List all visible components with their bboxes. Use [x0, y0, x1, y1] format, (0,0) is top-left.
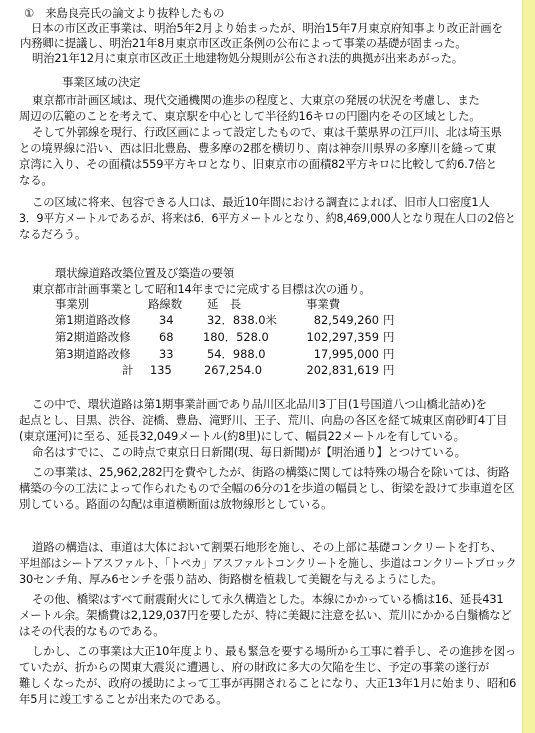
paragraph-line: 平坦部はシートアスファルト、「トペカ」アスファルトコンクリートを施し、歩道はコンクリートブロック	[19, 556, 517, 570]
paragraph-line: 周辺の広範のことを考えて、東京駅を中心として半径約16キロの円圏内をその区域とした。	[19, 109, 481, 123]
paragraph-line: 難しくなったが、政府の援助によって工事が再開されることになり、大正13年1月に始まり、昭和6	[19, 676, 517, 690]
paragraph-line: そして外郭線を現行、行政区画によって設定したもので、東は千葉県界の江戸川、北は埼玉県	[32, 125, 502, 139]
intro-line: 内務卿に提議し、明治21年8月東京市区改正条例の公布によって事業の基礎が固まった。	[20, 36, 467, 50]
paragraph-line: ていたが、折からの関東大震災に遭遇し、府の財政に多大の欠陥を生じ、予定の事業の遂行が	[19, 660, 490, 674]
paragraph-line: この中で、環状道路は第1期事業計画であり品川区北品川3丁目(1号国道八つ山橋北詰め)を	[32, 397, 487, 411]
table-header: 事業別	[55, 297, 90, 311]
row-cost: 102,297,359	[306, 330, 379, 344]
paragraph-line: 別している。路面の勾配は車道横断面は放物線形としている。	[19, 497, 333, 511]
paragraph-line: 30センチ角、厚み6センチを張り詰め、街路樹を植栽して美観を与えるようにした。	[19, 572, 443, 586]
row-name: 第2期道路改修	[55, 330, 131, 344]
section-heading: 環状線道路改築位置及び築造の要領	[55, 266, 235, 280]
row-name: 第1期道路改修	[55, 313, 131, 327]
paragraph-line: この事業は、25,962,282円を費やしたが、街路の構築に関しては特殊の場合を除いては、街路	[32, 465, 510, 479]
table-header: 路線数	[148, 297, 183, 311]
row-count: 135	[150, 363, 172, 377]
row-length: 32．838.0米	[207, 313, 277, 327]
row-count: 33	[159, 347, 174, 361]
row-cost: 17,995,000	[313, 347, 379, 361]
table-header: 事業費	[306, 297, 341, 311]
paragraph-line: 京湾に入り、その面積は559平方キロとなり、旧東京市の面積82平方キロに比較して約6.7倍と	[19, 157, 497, 171]
paragraph-line: 年5月に竣工することが出来たのである。	[19, 692, 228, 706]
page-edge-line	[522, 0, 523, 733]
row-unit: 円	[383, 313, 395, 327]
paragraph-line: しかし、この事業は大正10年度より、最も緊急を要する場所から工事に着手し、その進捗を図っ	[32, 644, 517, 658]
paragraph-line: 起点とし、目黒、渋谷、淀橋、豊島、滝野川、王子、荒川、向島の各区を経て城東区南砂町4丁目	[19, 413, 508, 427]
row-unit: 円	[383, 330, 395, 344]
row-count: 68	[159, 330, 174, 344]
paragraph-line: 構築の今の工法によって作られたもので全幅の6分の1を歩道の幅員とし、街梁を設けて歩車道を区	[19, 481, 515, 495]
intro-line: 明治21年12月に東京市区改正土地建物処分規則が公布され法的典拠が出来あがった。	[32, 51, 464, 65]
paragraph-line: その他、橋梁はすべて耐震耐火にして永久構造とした。本線にかかっている橋は16、延長431	[32, 592, 504, 606]
row-count: 34	[159, 313, 174, 327]
intro-line: 日本の市区改正事業は、明治5年2月より始まったが、明治15年7月東京府知事より改正計画を	[31, 21, 503, 35]
paragraph-line: (東京運河)に至る、延長32,049メートル(約8里)にして、幅員22メートルを有している。	[19, 429, 465, 443]
row-unit: 円	[383, 363, 395, 377]
paragraph-line: メートル余。架橋費は2,129,037円を要したが、特に美観に注意を払い、荒川にかかる白鬚橋など	[19, 608, 512, 622]
intro-title: ① 来島良亮氏の論文より抜粋したもの	[24, 6, 225, 20]
paragraph-line: はその代表的なものである。	[19, 624, 165, 638]
table-header: 延 長	[207, 297, 242, 311]
row-length: 267,254.0	[204, 363, 262, 377]
paragraph-line: この区域に将来、包容できる人口は、最近10年間における調査によれば、旧市人口密度1人	[32, 195, 490, 209]
paragraph-line: なる。	[19, 173, 53, 187]
paragraph-line: 命名はすでに、この時点で東京日日新聞(現、毎日新聞)が【明治通り】とつけている。	[32, 445, 466, 459]
page-edge-border	[522, 0, 535, 733]
row-cost: 82,549,260	[313, 313, 379, 327]
row-length: 180．528.0	[203, 330, 269, 344]
row-name: 計	[122, 363, 134, 377]
paragraph-line: 3．9平方メートルであるが、将来は6．6平方メートルとなり、約8,469,000人となり現在人口の2倍と	[19, 211, 516, 225]
section-heading: 事業区域の決定	[62, 75, 141, 89]
paragraph-line: 東京都市計画区域は、現代交通機関の進歩の程度と、大東京の発展の状況を考慮し、また	[32, 93, 480, 107]
row-unit: 円	[383, 347, 395, 361]
paragraph-line: なるだろう。	[19, 227, 87, 241]
row-name: 第3期道路改修	[55, 347, 131, 361]
paragraph-line: との境界線に沿い、西は旧北豊島、豊多摩の2郡を横切り、南は神奈川県界の多摩川を縫って東	[19, 141, 497, 155]
paragraph-line: 東京都市計画事業として昭和14年までに完成する目標は次の通り。	[32, 282, 371, 296]
paragraph-line: 道路の構造は、車道は大体において割栗石地形を施し、その上部に基礎コンクリートを打ち、	[32, 540, 502, 554]
row-cost: 202,831,619	[306, 363, 379, 377]
row-length: 54．988.0	[207, 347, 266, 361]
